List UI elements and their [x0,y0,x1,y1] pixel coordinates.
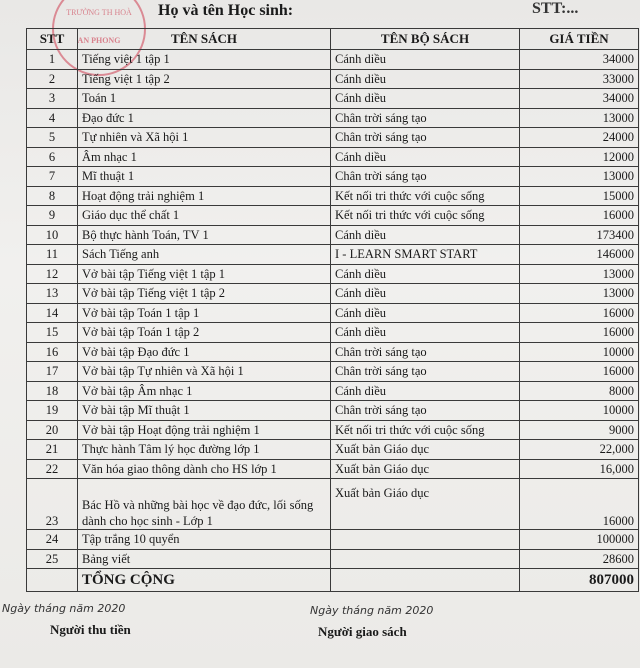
row-book-name-cell: Sách Tiếng anh [78,245,331,265]
table-row [27,342,639,362]
table-row [27,381,639,401]
row-stt-cell: 20 [27,420,78,440]
table-row [27,420,639,440]
row-book-set-cell: Cánh diều [331,147,520,167]
table-row [27,549,639,569]
row-price-cell: 13000 [520,167,639,187]
row-stt-cell: 15 [27,323,78,343]
row-stt-cell: 11 [27,245,78,265]
row-price-cell: 34000 [520,89,639,109]
table-row [27,147,639,167]
row-price-cell: 146000 [520,245,639,265]
total-row [27,569,639,592]
total-label: TỔNG CỘNG [78,569,331,592]
row-stt-cell: 6 [27,147,78,167]
row-book-set-cell [331,549,520,569]
table-row [27,225,639,245]
table-row [27,440,639,460]
row-book-name-cell: Vở bài tập Đạo đức 1 [78,342,331,362]
stt-number-label: STT:... [532,0,579,17]
row-book-name-cell: Thực hành Tâm lý học đường lớp 1 [78,440,331,460]
col-header-price: GIÁ TIỀN [520,29,639,50]
total-set-cell [331,569,520,592]
table-row [27,530,639,550]
table-row [27,128,639,148]
table-row [27,245,639,265]
row-price-cell: 16000 [520,323,639,343]
row-stt-cell: 5 [27,128,78,148]
table-row [27,206,639,226]
table-row [27,459,639,479]
book-price-table [26,28,639,592]
table-row [27,186,639,206]
row-stt-cell: 12 [27,264,78,284]
row-stt-cell: 17 [27,362,78,382]
deliverer-signature-label: Người giao sách [318,624,407,639]
row-stt-cell: 24 [27,530,78,550]
col-header-book-name: TÊN SÁCH [78,29,331,50]
row-stt-cell: 13 [27,284,78,304]
row-book-set-cell: Cánh diều [331,264,520,284]
col-header-book-set: TÊN BỘ SÁCH [331,29,520,50]
row-book-name-cell: Vở bài tập Mĩ thuật 1 [78,401,331,421]
row-book-set-cell: Cánh diều [331,284,520,304]
row-stt-cell: 1 [27,50,78,70]
row-book-set-cell: Xuất bản Giáo dục [331,479,520,530]
row-book-name-cell: Mĩ thuật 1 [78,167,331,187]
row-book-name-cell: Đạo đức 1 [78,108,331,128]
stamp-top-text: TRƯỜNG TH HOÀ [66,8,132,17]
row-book-set-cell: Xuất bản Giáo dục [331,459,520,479]
student-name-label: Họ và tên Học sinh: [158,2,294,19]
row-book-set-cell: Chân trời sáng tạo [331,362,520,382]
row-book-set-cell: Chân trời sáng tạo [331,167,520,187]
row-book-name-cell: Giáo dục thể chất 1 [78,206,331,226]
row-price-cell: 28600 [520,549,639,569]
row-book-set-cell: Cánh diều [331,323,520,343]
row-price-cell: 13000 [520,284,639,304]
stamp-bottom-text: AN PHONG [77,36,121,45]
right-date-line: Ngày tháng năm 2020 [310,604,434,617]
table-row [27,303,639,323]
row-book-set-cell: Chân trời sáng tạo [331,128,520,148]
table-row [27,69,639,89]
total-value: 807000 [520,569,639,592]
row-book-name-cell: Vở bài tập Toán 1 tập 1 [78,303,331,323]
row-price-cell: 22,000 [520,440,639,460]
row-book-set-cell: Cánh diều [331,225,520,245]
table-row [27,264,639,284]
collector-signature-label: Người thu tiền [50,622,131,637]
row-book-set-cell: Cánh diều [331,89,520,109]
row-stt-cell: 9 [27,206,78,226]
row-book-set-cell [331,530,520,550]
row-stt-cell: 14 [27,303,78,323]
row-book-name-cell: Văn hóa giao thông dành cho HS lớp 1 [78,459,331,479]
table-row [27,50,639,70]
row-price-cell: 13000 [520,264,639,284]
row-book-set-cell: Kết nối tri thức với cuộc sống [331,186,520,206]
row-book-set-cell: Kết nối tri thức với cuộc sống [331,206,520,226]
row-stt-cell: 7 [27,167,78,187]
row-book-set-cell: Cánh diều [331,303,520,323]
row-book-name-cell: Tiếng việt 1 tập 1 [78,50,331,70]
row-price-cell: 10000 [520,342,639,362]
row-book-name-cell: Âm nhạc 1 [78,147,331,167]
row-stt-cell: 4 [27,108,78,128]
row-price-cell: 24000 [520,128,639,148]
row-book-name-cell: Vở bài tập Hoạt động trải nghiệm 1 [78,420,331,440]
left-date-line: Ngày tháng năm 2020 [2,602,126,615]
row-book-set-cell: Chân trời sáng tạo [331,401,520,421]
row-book-name-cell: Vở bài tập Tiếng việt 1 tập 1 [78,264,331,284]
row-price-cell: 33000 [520,69,639,89]
row-price-cell: 15000 [520,186,639,206]
row-book-set-cell: Chân trời sáng tạo [331,342,520,362]
row-stt-cell: 25 [27,549,78,569]
row-price-cell: 9000 [520,420,639,440]
row-price-cell: 10000 [520,401,639,421]
row-stt-cell: 16 [27,342,78,362]
table-header-row [27,29,639,50]
row-book-name-cell: Tập trắng 10 quyển [78,530,331,550]
row-price-cell: 12000 [520,147,639,167]
row-stt-cell: 2 [27,69,78,89]
table-row [27,323,639,343]
row-stt-cell: 19 [27,401,78,421]
row-book-set-cell: Xuất bản Giáo dục [331,440,520,460]
row-price-cell: 173400 [520,225,639,245]
row-price-cell: 34000 [520,50,639,70]
row-price-cell: 8000 [520,381,639,401]
table-row [27,89,639,109]
row-book-name-cell: Vở bài tập Tự nhiên và Xã hội 1 [78,362,331,382]
row-book-name-cell: Bác Hồ và những bài học về đạo đức, lối sống dành cho học sinh - Lớp 1 [78,479,331,530]
row-book-name-cell: Tự nhiên và Xã hội 1 [78,128,331,148]
row-price-cell: 16000 [520,362,639,382]
row-stt-cell: 23 [27,479,78,530]
row-stt-cell: 10 [27,225,78,245]
table-body [27,50,639,569]
row-price-cell: 16000 [520,303,639,323]
row-book-name-cell: Vở bài tập Toán 1 tập 2 [78,323,331,343]
row-book-name-cell: Toán 1 [78,89,331,109]
table-row [27,479,639,530]
table-row [27,401,639,421]
table-row [27,362,639,382]
row-book-name-cell: Vở bài tập Âm nhạc 1 [78,381,331,401]
total-stt-cell [27,569,78,592]
row-book-set-cell: Kết nối tri thức với cuộc sống [331,420,520,440]
row-price-cell: 16000 [520,479,639,530]
table-row [27,284,639,304]
row-price-cell: 13000 [520,108,639,128]
row-book-set-cell: I - LEARN SMART START [331,245,520,265]
row-price-cell: 16,000 [520,459,639,479]
row-stt-cell: 8 [27,186,78,206]
row-book-set-cell: Cánh diều [331,69,520,89]
row-stt-cell: 18 [27,381,78,401]
row-stt-cell: 21 [27,440,78,460]
row-stt-cell: 3 [27,89,78,109]
row-book-name-cell: Bộ thực hành Toán, TV 1 [78,225,331,245]
row-book-name-cell: Vở bài tập Tiếng việt 1 tập 2 [78,284,331,304]
table-row [27,108,639,128]
row-book-name-cell: Tiếng việt 1 tập 2 [78,69,331,89]
col-header-stt: STT [27,29,78,50]
row-price-cell: 16000 [520,206,639,226]
row-stt-cell: 22 [27,459,78,479]
row-book-name-cell: Hoạt động trải nghiệm 1 [78,186,331,206]
row-book-name-cell: Bảng viết [78,549,331,569]
table-row [27,167,639,187]
row-book-set-cell: Cánh diều [331,381,520,401]
row-book-set-cell: Chân trời sáng tạo [331,108,520,128]
row-price-cell: 100000 [520,530,639,550]
row-book-set-cell: Cánh diều [331,50,520,70]
